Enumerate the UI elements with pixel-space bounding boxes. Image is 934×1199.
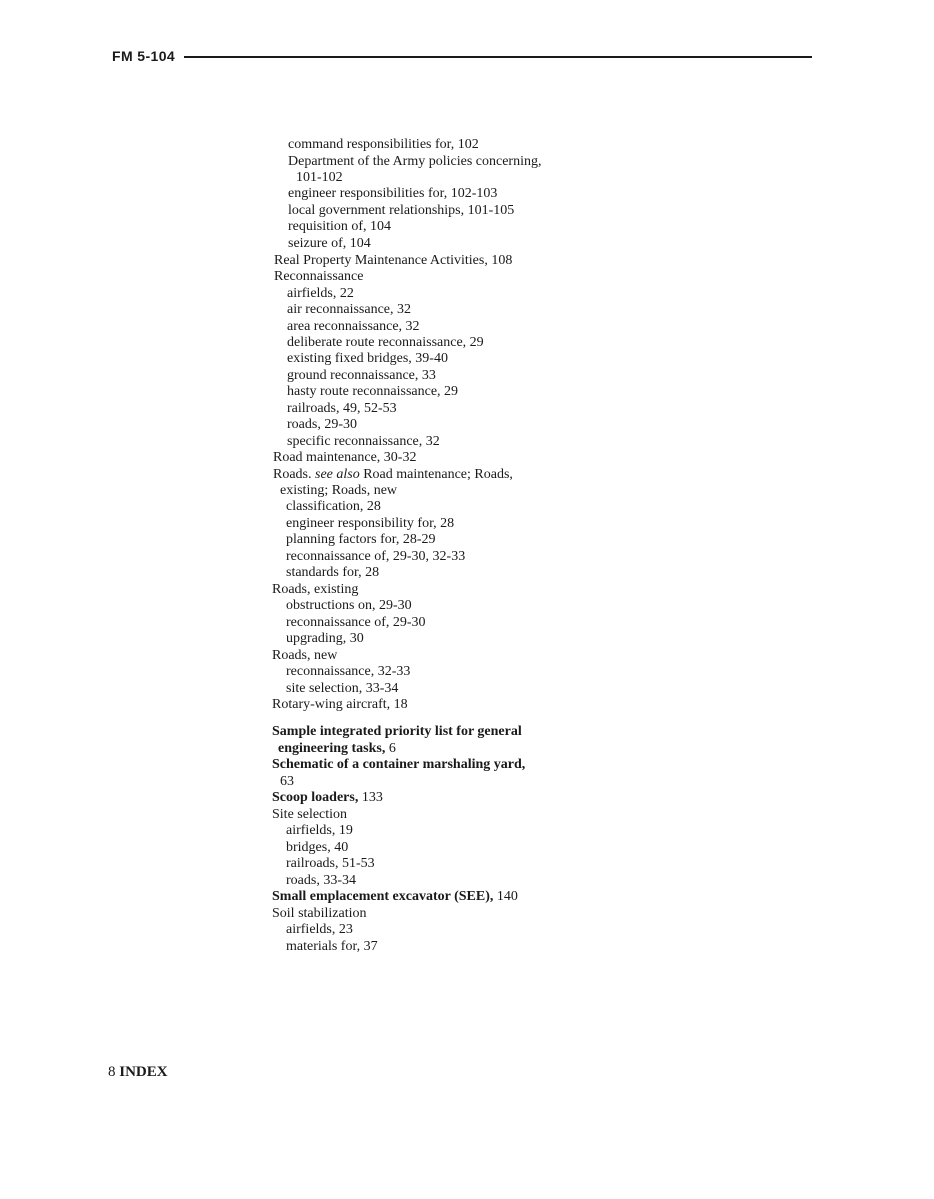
index-entry-term: Small emplacement excavator (SEE),: [272, 889, 494, 904]
index-subentry: standards for, 28: [286, 565, 380, 580]
index-subentry: roads, 33-34: [286, 873, 356, 888]
index-page-ref: 63: [280, 774, 294, 789]
index-entry-term: Roads.: [273, 467, 312, 482]
index-entry-see-also: [273, 467, 513, 483]
index-subentry: hasty route reconnaissance, 29: [287, 384, 459, 399]
index-entry: [272, 889, 518, 905]
index-continuation: existing; Roads, new: [280, 483, 398, 498]
index-continuation: [278, 741, 396, 757]
index-subentry: planning factors for, 28-29: [286, 532, 436, 547]
index-page-ref: 140: [496, 889, 518, 904]
index-subentry: railroads, 51-53: [286, 856, 375, 871]
index-subentry: bridges, 40: [286, 840, 349, 855]
index-subentry: existing fixed bridges, 39-40: [287, 351, 448, 366]
index-subentry: reconnaissance of, 29-30: [286, 615, 426, 630]
index-page-ref: 133: [361, 790, 383, 805]
index-subentry: requisition of, 104: [288, 219, 392, 234]
section-name: INDEX: [119, 1064, 168, 1080]
index-page-ref: 6: [388, 741, 396, 756]
running-header: [112, 46, 812, 66]
index-subentry: airfields, 22: [287, 286, 354, 301]
index-entry: Real Property Maintenance Activities, 108: [274, 253, 513, 268]
see-also-label: see also: [315, 467, 360, 482]
index-subentry: reconnaissance, 32-33: [286, 664, 411, 679]
index-subentry: ground reconnaissance, 33: [287, 368, 436, 383]
index-subentry: air reconnaissance, 32: [287, 302, 411, 317]
index-subentry: railroads, 49, 52-53: [287, 401, 397, 416]
index-entry-term: Sample integrated priority list for general: [272, 724, 522, 739]
index-subentry: airfields, 19: [286, 823, 353, 838]
index-subentry: command responsibilities for, 102: [288, 137, 479, 152]
index-subentry: reconnaissance of, 29-30, 32-33: [286, 549, 466, 564]
index-entry: Soil stabilization: [272, 906, 367, 921]
index-entry-term: Schematic of a container marshaling yard,: [272, 757, 526, 772]
index-subentry: seizure of, 104: [288, 236, 371, 251]
index-entry: Reconnaissance: [274, 269, 364, 284]
index-subentry: obstructions on, 29-30: [286, 598, 412, 613]
index-entry: Rotary-wing aircraft, 18: [272, 697, 408, 712]
index-entry: [272, 757, 525, 773]
index-entry: [272, 790, 383, 806]
index-subentry: area reconnaissance, 32: [287, 319, 420, 334]
index-subentry: classification, 28: [286, 499, 381, 514]
index-entry: [272, 724, 522, 740]
see-also-references: Road maintenance; Roads,: [363, 467, 513, 482]
page-footer: [108, 1064, 168, 1081]
index-entry: Roads, existing: [272, 582, 359, 597]
header-rule: [184, 56, 812, 58]
index-entry: Roads, new: [272, 648, 338, 663]
index-subentry: roads, 29-30: [287, 417, 357, 432]
index-subentry: site selection, 33-34: [286, 681, 399, 696]
index-subentry: local government relationships, 101-105: [288, 203, 515, 218]
index-subentry: upgrading, 30: [286, 631, 364, 646]
index-entry: Site selection: [272, 807, 348, 822]
index-entry-term: engineering tasks,: [278, 741, 386, 756]
document-id: FM 5-104: [112, 48, 176, 64]
index-continuation: 101-102: [296, 170, 343, 185]
index-subentry: engineer responsibility for, 28: [286, 516, 455, 531]
index-subentry: Department of the Army policies concerning,: [288, 154, 542, 169]
index-entry-term: Scoop loaders,: [272, 790, 359, 805]
index-entry: Road maintenance, 30-32: [273, 450, 417, 465]
index-subentry: deliberate route reconnaissance, 29: [287, 335, 484, 350]
index-subentry: specific reconnaissance, 32: [287, 434, 440, 449]
index-subentry: airfields, 23: [286, 922, 353, 937]
page-number: 8: [108, 1064, 116, 1080]
index-subentry: materials for, 37: [286, 939, 378, 954]
index-subentry: engineer responsibilities for, 102-103: [288, 186, 498, 201]
